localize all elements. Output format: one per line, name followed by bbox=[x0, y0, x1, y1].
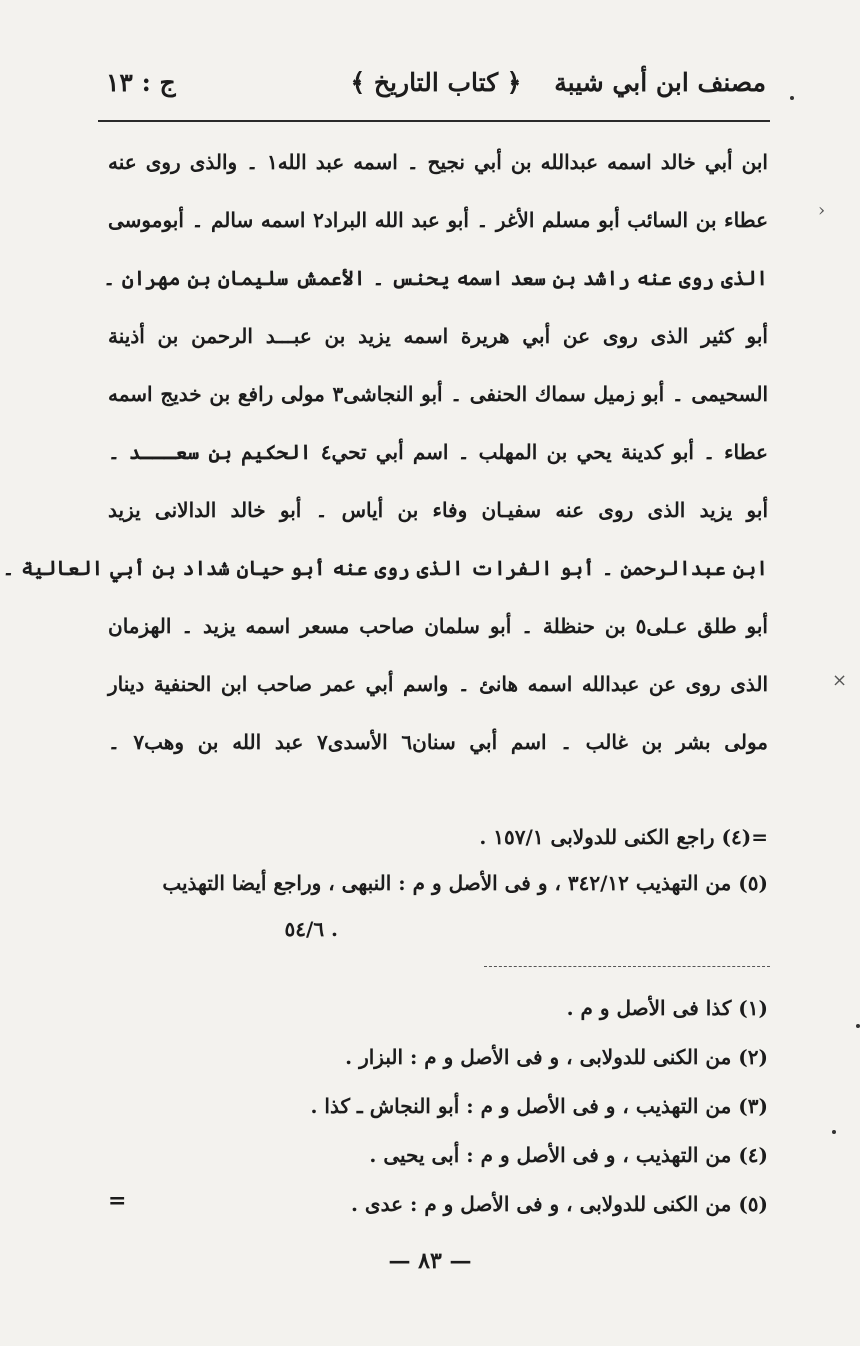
text-line: أبو يزيد الذى روى عنه سفيـان وفاء بن أياس ‏۔ أبو خالد الدالانى يزيد bbox=[108, 498, 768, 522]
text-line: الذى روى عن عبدالله اسمه هانئ ‏۔ واسم أبي عمر صاحب ابن الحنفية دينار bbox=[108, 672, 768, 696]
text-line: أبو طلق عـلى‏٥ بن حنظلة ‏۔ أبو سلمان صاحب مسعر اسمه يزيد ‏۔ الهزمان bbox=[108, 614, 768, 638]
footnotes bbox=[108, 984, 768, 1229]
page-header bbox=[106, 62, 766, 108]
footnote-line: (٣) من التهذيب ، و فى الأصل و م : أبو النجاش ـ كذا . bbox=[310, 1094, 768, 1118]
text-line: ابن أبي خالد اسمه عبدالله بن أبي نجيح ‏۔ اسمه عبد الله‏١ ‏۔ والذى روى عنه bbox=[108, 150, 768, 174]
footnote-line: (٤) من التهذيب ، و فى الأصل و م : أبى يحيى . bbox=[369, 1143, 768, 1167]
continued-footnotes bbox=[108, 814, 768, 952]
scan-speck bbox=[856, 1024, 860, 1028]
footnote-line: . ٥٤/٦ bbox=[284, 917, 338, 941]
footnote-line: (٥) من الكنى للدولابى ، و فى الأصل و م : عدى . bbox=[351, 1192, 768, 1216]
scan-speck bbox=[790, 96, 794, 100]
footnote-line: (١) كذا فى الأصل و م . bbox=[566, 996, 768, 1020]
book-title: مصنف ابن أبي شيبة bbox=[554, 68, 766, 97]
header-rule bbox=[98, 120, 770, 122]
main-text bbox=[2, 133, 769, 771]
text-line: مولى بشر بن غالب ‏۔ اسم أبي سنان‏٦ الأسدى‏٧ عبد الله بن وهب‏٧ ‏۔ bbox=[108, 730, 769, 754]
continuation-mark: = bbox=[108, 1188, 127, 1214]
scan-speck: × bbox=[832, 670, 848, 691]
footnote-line: =(٤) راجع الكنى للدولابى ١٥٧/١ . bbox=[479, 825, 768, 849]
scan-speck bbox=[832, 1130, 836, 1134]
text-line: عطاء ‏۔ أبو كدينة يحي بن المهلب ‏۔ اسم أبي تحي‏٤ الحكيم بن سعـــد ‏۔ bbox=[108, 440, 768, 464]
footnote-line: (٥) من التهذيب ٣٤٢/١٢ ، و فى الأصل و م : النبهى ، وراجع أيضا التهذيب bbox=[162, 871, 768, 895]
volume-number: ج : ١٣ bbox=[106, 68, 176, 97]
text-line: ابن عبدالرحمن ‏۔ أبو الفرات الذى روى عنه أبو حيان شداد بن أبي العالية ‏۔ bbox=[2, 556, 768, 580]
page-number: — ٨٣ — bbox=[388, 1248, 472, 1274]
footnote-separator bbox=[484, 966, 770, 971]
scan-speck: › bbox=[818, 200, 826, 221]
section-title: ﴿ كتاب التاريخ ﴾ bbox=[350, 68, 522, 97]
text-line: الذى روى عنه راشد بن سعد اسمه يحنس ‏۔ الأعمش سليمان بن مهران ‏۔ bbox=[103, 266, 768, 290]
text-line: عطاء بن السائب أبو مسلم الأغر ‏۔ أبو عبد الله البراد‏٢ اسمه سالم ‏۔ أبوموسى bbox=[108, 208, 768, 232]
text-line: السحيمى ‏۔ أبو زميل سماك الحنفى ‏۔ أبو النجاشى‏٣ مولى رافع بن خديج اسمه bbox=[108, 382, 768, 406]
footnote-line: (٢) من الكنى للدولابى ، و فى الأصل و م : البزار . bbox=[345, 1045, 768, 1069]
text-line: أبو كثير الذى روى عن أبي هريرة اسمه يزيد بن عبـــد الرحمن بن أذينة bbox=[108, 324, 768, 348]
